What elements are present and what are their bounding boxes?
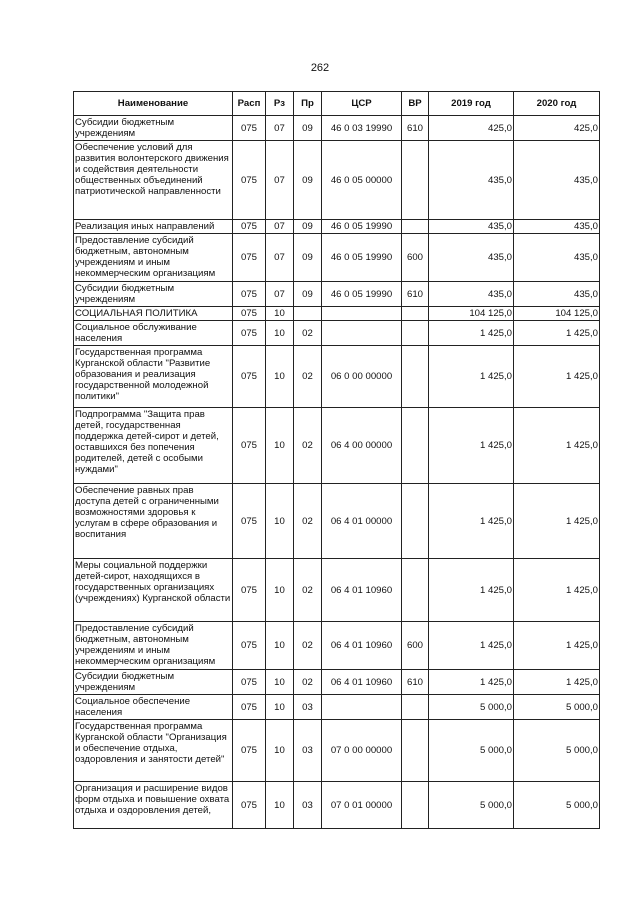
cell-vr: 610 — [402, 116, 429, 141]
cell-2020: 435,0 — [514, 141, 600, 220]
cell-rz: 07 — [266, 220, 294, 234]
cell-name: Предоставление субсидий бюджетным, автономным учреждениям и иным некоммерческим организациям — [74, 234, 233, 282]
cell-rz: 10 — [266, 695, 294, 720]
cell-rasp: 075 — [233, 484, 266, 559]
cell-csr: 06 4 01 10960 — [322, 559, 402, 622]
cell-rz: 10 — [266, 307, 294, 321]
cell-csr: 06 4 00 00000 — [322, 408, 402, 484]
cell-csr: 46 0 05 19990 — [322, 234, 402, 282]
cell-pr: 09 — [294, 234, 322, 282]
cell-rasp: 075 — [233, 408, 266, 484]
cell-csr: 06 4 01 00000 — [322, 484, 402, 559]
table-row — [74, 220, 600, 234]
cell-rasp: 075 — [233, 234, 266, 282]
cell-rz: 10 — [266, 670, 294, 695]
cell-rasp: 075 — [233, 346, 266, 408]
cell-rz: 10 — [266, 321, 294, 346]
cell-vr: 610 — [402, 282, 429, 307]
table-row — [74, 782, 600, 829]
table-row — [74, 307, 600, 321]
cell-csr: 46 0 03 19990 — [322, 116, 402, 141]
header-2020: 2020 год — [514, 92, 600, 116]
cell-rz: 07 — [266, 282, 294, 307]
cell-pr: 03 — [294, 782, 322, 829]
cell-2020: 1 425,0 — [514, 484, 600, 559]
cell-2020: 425,0 — [514, 116, 600, 141]
cell-name: Социальное обеспечение населения — [74, 695, 233, 720]
cell-pr: 02 — [294, 670, 322, 695]
cell-csr: 07 0 00 00000 — [322, 720, 402, 782]
cell-name: Субсидии бюджетным учреждениям — [74, 282, 233, 307]
cell-2020: 1 425,0 — [514, 622, 600, 670]
cell-name: Социальное обслуживание населения — [74, 321, 233, 346]
cell-2020: 1 425,0 — [514, 321, 600, 346]
cell-2019: 1 425,0 — [429, 346, 514, 408]
cell-2019: 425,0 — [429, 116, 514, 141]
cell-name: Обеспечение равных прав доступа детей с ограниченными возможностями здоровья к услугам в сфере образования и воспитания — [74, 484, 233, 559]
table-row — [74, 408, 600, 484]
table-row — [74, 282, 600, 307]
cell-name: СОЦИАЛЬНАЯ ПОЛИТИКА — [74, 307, 233, 321]
cell-rz: 10 — [266, 484, 294, 559]
cell-csr: 07 0 01 00000 — [322, 782, 402, 829]
cell-2019: 5 000,0 — [429, 720, 514, 782]
cell-csr: 46 0 05 19990 — [322, 282, 402, 307]
cell-vr: 600 — [402, 622, 429, 670]
table-row — [74, 559, 600, 622]
cell-2019: 5 000,0 — [429, 695, 514, 720]
header-rz: Рз — [266, 92, 294, 116]
cell-name: Государственная программа Курганской области "Развитие образования и реализация государственной молодежной политики" — [74, 346, 233, 408]
cell-name: Государственная программа Курганской области "Организация и обеспечение отдыха, оздоровления и занятости детей" — [74, 720, 233, 782]
cell-2019: 1 425,0 — [429, 622, 514, 670]
cell-vr — [402, 559, 429, 622]
cell-2019: 435,0 — [429, 234, 514, 282]
table-row — [74, 346, 600, 408]
cell-name: Подпрограмма "Защита прав детей, государственная поддержка детей-сирот и детей, оставшихся без попечения родителей, детей с особыми нуждами" — [74, 408, 233, 484]
cell-rasp: 075 — [233, 622, 266, 670]
cell-vr — [402, 695, 429, 720]
cell-2019: 104 125,0 — [429, 307, 514, 321]
table-body — [74, 116, 600, 829]
cell-vr — [402, 408, 429, 484]
cell-rz: 10 — [266, 622, 294, 670]
cell-csr: 46 0 05 19990 — [322, 220, 402, 234]
table-row — [74, 116, 600, 141]
table-row — [74, 720, 600, 782]
cell-pr: 02 — [294, 321, 322, 346]
table-row — [74, 622, 600, 670]
cell-2019: 435,0 — [429, 282, 514, 307]
cell-vr — [402, 141, 429, 220]
cell-rasp: 075 — [233, 321, 266, 346]
table-header-row — [74, 92, 600, 116]
cell-rasp: 075 — [233, 282, 266, 307]
table-row — [74, 670, 600, 695]
cell-rasp: 075 — [233, 782, 266, 829]
cell-csr: 06 0 00 00000 — [322, 346, 402, 408]
cell-2019: 1 425,0 — [429, 559, 514, 622]
cell-rz: 10 — [266, 720, 294, 782]
cell-2020: 1 425,0 — [514, 346, 600, 408]
header-2019: 2019 год — [429, 92, 514, 116]
table-row — [74, 234, 600, 282]
cell-vr — [402, 321, 429, 346]
cell-pr: 09 — [294, 220, 322, 234]
cell-2019: 1 425,0 — [429, 670, 514, 695]
cell-pr: 02 — [294, 559, 322, 622]
header-pr: Пр — [294, 92, 322, 116]
cell-vr — [402, 346, 429, 408]
cell-pr: 09 — [294, 282, 322, 307]
cell-2020: 5 000,0 — [514, 720, 600, 782]
cell-rasp: 075 — [233, 141, 266, 220]
cell-pr: 09 — [294, 141, 322, 220]
cell-rz: 10 — [266, 782, 294, 829]
cell-rz: 07 — [266, 234, 294, 282]
cell-rz: 10 — [266, 346, 294, 408]
page-number: 262 — [310, 62, 330, 74]
cell-name: Предоставление субсидий бюджетным, автономным учреждениям и иным некоммерческим организациям — [74, 622, 233, 670]
cell-vr — [402, 307, 429, 321]
cell-2019: 1 425,0 — [429, 321, 514, 346]
cell-vr — [402, 782, 429, 829]
cell-rz: 07 — [266, 116, 294, 141]
cell-2020: 1 425,0 — [514, 408, 600, 484]
cell-2020: 5 000,0 — [514, 782, 600, 829]
cell-2019: 5 000,0 — [429, 782, 514, 829]
cell-vr — [402, 220, 429, 234]
budget-table — [73, 91, 600, 829]
cell-csr: 06 4 01 10960 — [322, 670, 402, 695]
cell-rasp: 075 — [233, 670, 266, 695]
cell-csr: 46 0 05 00000 — [322, 141, 402, 220]
table-row — [74, 321, 600, 346]
cell-pr: 02 — [294, 484, 322, 559]
cell-csr — [322, 695, 402, 720]
cell-rz: 10 — [266, 408, 294, 484]
cell-csr: 06 4 01 10960 — [322, 622, 402, 670]
cell-name: Обеспечение условий для развития волонтерского движения и содействия деятельности общественных объединений патриотической направленности — [74, 141, 233, 220]
cell-pr: 09 — [294, 116, 322, 141]
header-name: Наименование — [74, 92, 233, 116]
cell-rasp: 075 — [233, 116, 266, 141]
cell-2020: 1 425,0 — [514, 670, 600, 695]
cell-name: Организация и расширение видов форм отдыха и повышение охвата отдыха и оздоровления детей, — [74, 782, 233, 829]
table-row — [74, 695, 600, 720]
cell-rasp: 075 — [233, 307, 266, 321]
cell-rasp: 075 — [233, 695, 266, 720]
cell-csr — [322, 321, 402, 346]
cell-rasp: 075 — [233, 220, 266, 234]
cell-2019: 435,0 — [429, 220, 514, 234]
header-rasp: Расп — [233, 92, 266, 116]
cell-rasp: 075 — [233, 559, 266, 622]
cell-vr: 610 — [402, 670, 429, 695]
cell-vr — [402, 720, 429, 782]
cell-2019: 1 425,0 — [429, 408, 514, 484]
header-vr: ВР — [402, 92, 429, 116]
cell-2019: 1 425,0 — [429, 484, 514, 559]
cell-rz: 07 — [266, 141, 294, 220]
cell-name: Меры социальной поддержки детей-сирот, находящихся в государственных организациях (учреждениях) Курганской области — [74, 559, 233, 622]
table-row — [74, 141, 600, 220]
header-csr: ЦСР — [322, 92, 402, 116]
cell-2020: 104 125,0 — [514, 307, 600, 321]
cell-vr — [402, 484, 429, 559]
cell-csr — [322, 307, 402, 321]
cell-2020: 435,0 — [514, 282, 600, 307]
cell-name: Субсидии бюджетным учреждениям — [74, 116, 233, 141]
cell-pr: 02 — [294, 408, 322, 484]
cell-pr — [294, 307, 322, 321]
cell-name: Реализация иных направлений — [74, 220, 233, 234]
cell-2020: 435,0 — [514, 234, 600, 282]
cell-2020: 5 000,0 — [514, 695, 600, 720]
cell-name: Субсидии бюджетным учреждениям — [74, 670, 233, 695]
cell-pr: 03 — [294, 695, 322, 720]
cell-pr: 02 — [294, 346, 322, 408]
cell-vr: 600 — [402, 234, 429, 282]
table-row — [74, 484, 600, 559]
cell-pr: 03 — [294, 720, 322, 782]
cell-rz: 10 — [266, 559, 294, 622]
cell-2020: 1 425,0 — [514, 559, 600, 622]
cell-2020: 435,0 — [514, 220, 600, 234]
cell-2019: 435,0 — [429, 141, 514, 220]
cell-pr: 02 — [294, 622, 322, 670]
cell-rasp: 075 — [233, 720, 266, 782]
